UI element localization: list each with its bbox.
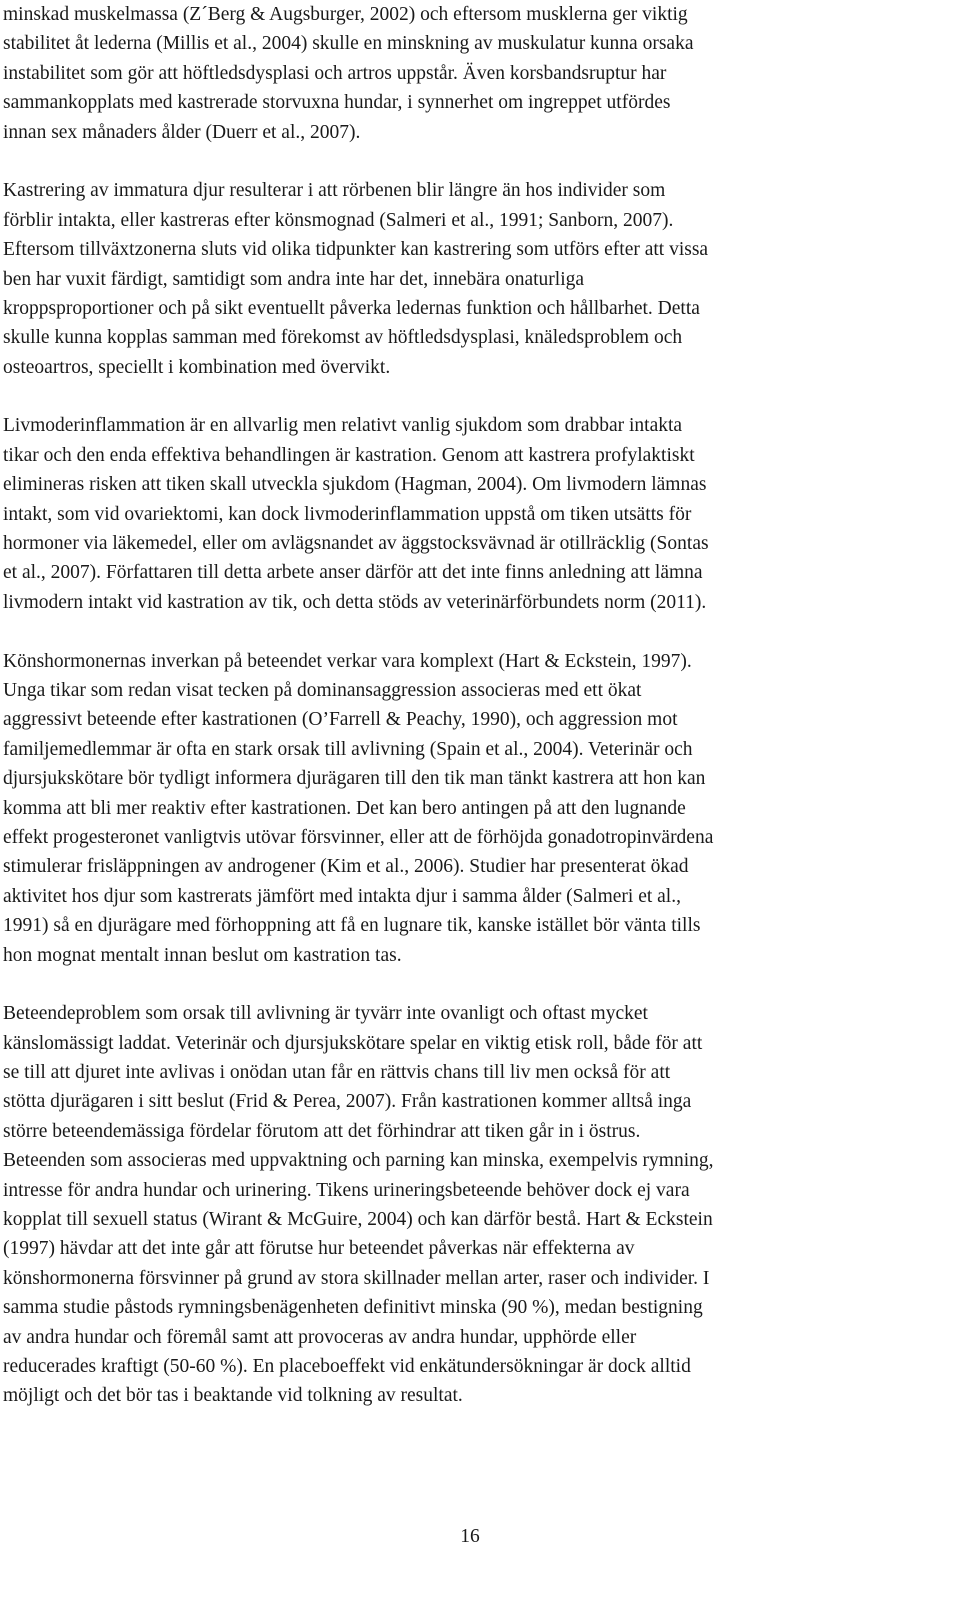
text-line: förblir intakta, eller kastreras efter könsmognad (Salmeri et al., 1991; Sanborn, 2007). [3,209,674,231]
text-line: samma studie påstods rymningsbenägenheten definitivt minska (90 %), medan bestigning [3,1297,703,1319]
text-line: stötta djurägaren i sitt beslut (Frid & Perea, 2007). Från kastrationen kommer alltså inga [3,1091,692,1113]
text-line: effekt progesteronet vanligtvis utövar försvinner, eller att de förhöjda gonadotropinvärdena [3,826,714,848]
text-line: stimulerar frisläppningen av androgener (Kim et al., 2006). Studier har presenterat ökad [3,856,689,878]
text-line: djursjukskötare bör tydligt informera djurägaren till den tik man tänkt kastrera att hon kan [3,768,706,790]
text-line: livmodern intakt vid kastration av tik, och detta stöds av veterinärförbundets norm (2011). [3,591,707,613]
text-line: kroppsproportioner och på sikt eventuellt påverka ledernas funktion och hållbarhet. Detta [3,297,700,319]
text-line: stabilitet åt lederna (Millis et al., 2004) skulle en minskning av muskulatur kunna orsaka [3,33,694,55]
text-line: större beteendemässiga fördelar förutom att det förhindrar att tiken går in i östrus. [3,1120,641,1142]
text-line: Eftersom tillväxtzonerna sluts vid olika tidpunkter kan kastrering som utförs efter att vissa [3,239,709,261]
text-line: Livmoderinflammation är en allvarlig men relativt vanlig sjukdom som drabbar intakta [3,415,683,437]
text-line: skulle kunna kopplas samman med förekomst av höftledsdysplasi, knäledsproblem och [3,327,683,349]
text-line: se till att djuret inte avlivas i onödan utan får en rättvis chans till liv men också för att [3,1062,671,1084]
text-line: komma att bli mer reaktiv efter kastrationen. Det kan bero antingen på att den lugnande [3,797,686,819]
text-line: aktivitet hos djur som kastrerats jämfört med intakta djur i samma ålder (Salmeri et al., [3,885,681,907]
text-line: kopplat till sexuell status (Wirant & McGuire, 2004) och kan därför bestå. Hart & Eckstein [3,1209,713,1231]
text-line: intresse för andra hundar och urinering. Tikens urineringsbeteende behöver dock ej vara [3,1179,690,1201]
page-number: 16 [460,1526,480,1547]
text-line: instabilitet som gör att höftledsdysplasi och artros uppstår. Även korsbandsruptur har [3,62,667,84]
text-line: familjemedlemmar är ofta en stark orsak till avlivning (Spain et al., 2004). Veterinär och [3,738,693,760]
text-line: aggressivt beteende efter kastrationen (O’Farrell & Peachy, 1990), och aggression mot [3,709,678,731]
paragraph-uterine-inflammation [3,411,939,617]
text-line: et al., 2007). Författaren till detta arbete anser därför att det inte finns anledning att lämna [3,562,703,584]
text-line: Kastrering av immatura djur resulterar i att rörbenen blir längre än hos individer som [3,180,666,202]
text-line: tikar och den enda effektiva behandlingen är kastration. Genom att kastrera profylaktiskt [3,444,695,466]
paragraph-gap [3,147,939,176]
text-line: osteoartros, speciellt i kombination med övervikt. [3,356,391,378]
text-line: (1997) hävdar att det inte går att förutse hur beteendet påverkas när effekterna av [3,1238,635,1260]
paragraph-immature-castration [3,176,939,382]
text-line: Unga tikar som redan visat tecken på dominansaggression associeras med ett ökat [3,679,642,701]
text-line: intakt, som vid ovariektomi, kan dock livmoderinflammation uppstå om tiken utsätts för [3,503,692,525]
text-line: elimineras risken att tiken skall utveckla sjukdom (Hagman, 2004). Om livmodern lämnas [3,474,707,496]
paragraph-sex-hormones-behaviour [3,647,939,970]
paragraph-behaviour-problems [3,999,939,1410]
text-line: av andra hundar och föremål samt att provoceras av andra hundar, upphörde eller [3,1326,637,1348]
paragraph-gap [3,970,939,999]
text-line: hon mognat mentalt innan beslut om kastration tas. [3,944,402,966]
text-line: möjligt och det bör tas i beaktande vid tolkning av resultat. [3,1385,463,1407]
text-line: känslomässigt laddat. Veterinär och djursjukskötare spelar en viktig etisk roll, både för att [3,1032,703,1054]
paragraph-gap [3,382,939,411]
text-line: könshormonerna försvinner på grund av stora skillnader mellan arter, raser och individer. I [3,1267,710,1289]
text-line: hormoner via läkemedel, eller om avlägsnandet av äggstocksvävnad är otillräcklig (Sontas [3,533,709,555]
text-line: ben har vuxit färdigt, samtidigt som andra inte har det, innebära onaturliga [3,268,585,290]
paragraph-gap [3,617,939,646]
body-text [3,0,939,1411]
text-line: minskad muskelmassa (Z´Berg & Augsburger, 2002) och eftersom musklerna ger viktig [3,4,688,25]
text-line: innan sex månaders ålder (Duerr et al., 2007). [3,121,361,143]
text-line: Könshormonernas inverkan på beteendet verkar vara komplext (Hart & Eckstein, 1997). [3,650,692,672]
text-line: 1991) så en djurägare med förhoppning att få en lugnare tik, kanske istället bör vänta tills [3,915,701,937]
text-line: Beteendeproblem som orsak till avlivning är tyvärr inte ovanligt och oftast mycket [3,1003,648,1025]
text-line: Beteenden som associeras med uppvaktning och parning kan minska, exempelvis rymning, [3,1150,714,1172]
text-line: reducerades kraftigt (50-60 %). En placeboeffekt vid enkätundersökningar är dock alltid [3,1355,691,1377]
text-line: sammankopplats med kastrerade storvuxna hundar, i synnerhet om ingreppet utfördes [3,92,671,114]
paragraph-muscle-mass [3,0,939,147]
